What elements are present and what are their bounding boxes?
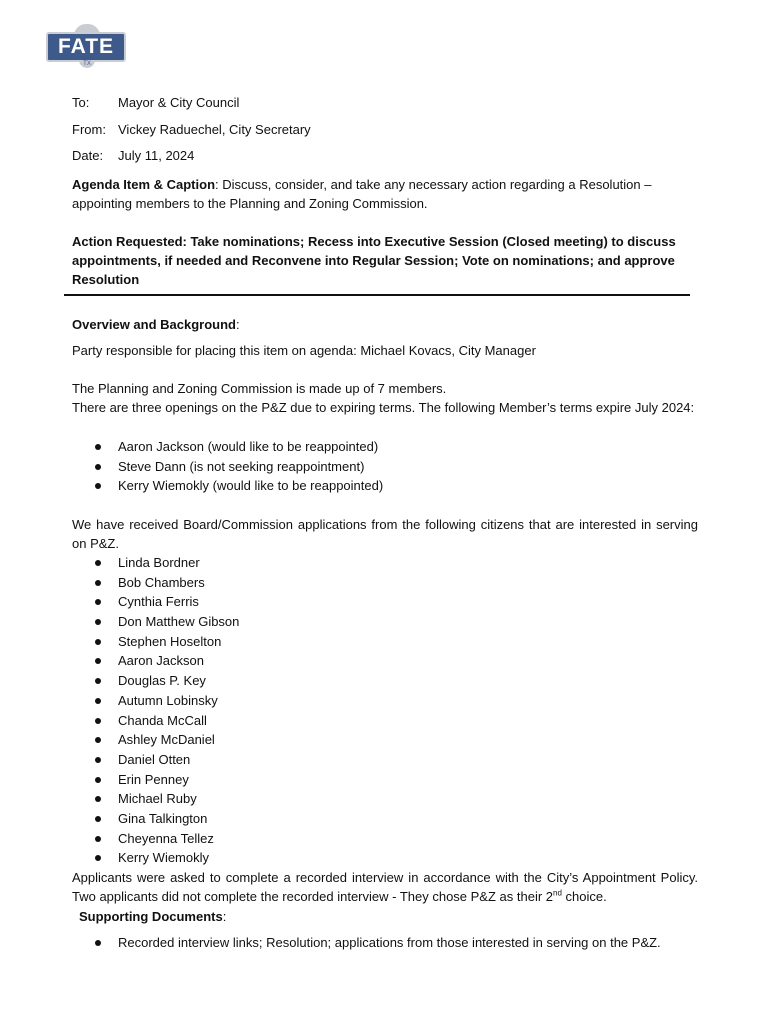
list-item: Autumn Lobinsky	[92, 691, 239, 711]
list-item: Bob Chambers	[92, 573, 239, 593]
interview-text	[72, 868, 698, 906]
logo-sub: TX	[79, 60, 95, 68]
date-label: Date:	[72, 148, 104, 163]
interview-main: Applicants were asked to complete a recorded interview in accordance with the City’s Appointment Policy. Two applicants did not complete the recorded interview - They chose P&Z as their 2	[72, 870, 698, 904]
list-item: Erin Penney	[92, 770, 239, 790]
from-value: Vickey Raduechel, City Secretary	[118, 122, 311, 137]
memo-date	[72, 147, 194, 165]
agenda-text: : Discuss, consider, and take any necessary action regarding a Resolution – appointing members to the Planning and Zoning Commission.	[72, 177, 652, 211]
supporting-colon: :	[222, 909, 227, 924]
divider	[64, 294, 690, 296]
responsible-party: Party responsible for placing this item on agenda: Michael Kovacs, City Manager	[72, 343, 536, 358]
list-item: Douglas P. Key	[92, 671, 239, 691]
list-item: Kerry Wiemokly (would like to be reappointed)	[92, 476, 383, 496]
list-item: Don Matthew Gibson	[92, 612, 239, 632]
supporting-heading	[79, 907, 705, 926]
logo-box	[46, 32, 126, 62]
supporting-docs-list	[92, 933, 661, 953]
memo-from	[72, 121, 311, 139]
list-item: Recorded interview links; Resolution; applications from those interested in serving on the P&Z.	[92, 933, 661, 953]
action-requested: Action Requested: Take nominations; Recess into Executive Session (Closed meeting) to discuss appointments, if needed and Reconvene into Regular Session; Vote on nominations; and approve Resolution	[72, 234, 676, 287]
applicants-list	[92, 553, 239, 868]
agenda-label: Agenda Item & Caption	[72, 177, 216, 192]
interview-sup: nd	[553, 888, 562, 898]
expiring-members-list	[92, 437, 383, 496]
list-item: Gina Talkington	[92, 809, 239, 829]
fate-logo	[46, 24, 128, 68]
overview-heading	[72, 315, 698, 334]
list-item: Chanda McCall	[92, 711, 239, 731]
list-item: Linda Bordner	[92, 553, 239, 573]
list-item: Kerry Wiemokly	[92, 848, 239, 868]
from-label: From:	[72, 122, 106, 137]
overview-colon: :	[236, 317, 240, 332]
list-item: Daniel Otten	[92, 750, 239, 770]
logo-text: FATE	[57, 35, 115, 58]
list-item: Cynthia Ferris	[92, 592, 239, 612]
date-value: July 11, 2024	[118, 148, 195, 163]
list-item: Michael Ruby	[92, 789, 239, 809]
supporting-label: Supporting Documents	[79, 909, 223, 924]
list-item: Ashley McDaniel	[92, 730, 239, 750]
memo-to	[72, 94, 239, 112]
to-value: Mayor & City Council	[118, 95, 240, 110]
overview-label: Overview and Background	[72, 317, 236, 332]
list-item: Stephen Hoselton	[92, 632, 239, 652]
interview-end: choice.	[561, 889, 607, 904]
list-item: Aaron Jackson	[92, 651, 239, 671]
openings-text: There are three openings on the P&Z due to expiring terms. The following Member’s terms expire July 2024:	[72, 400, 695, 415]
applications-intro: We have received Board/Commission applications from the following citizens that are interested in serving on P&Z.	[72, 517, 698, 551]
list-item: Aaron Jackson (would like to be reappointed)	[92, 437, 383, 457]
list-item: Cheyenna Tellez	[92, 829, 239, 849]
to-label: To:	[72, 95, 90, 110]
agenda-item	[72, 175, 698, 213]
commission-members: The Planning and Zoning Commission is made up of 7 members.	[72, 381, 447, 396]
list-item: Steve Dann (is not seeking reappointment)	[92, 457, 383, 477]
